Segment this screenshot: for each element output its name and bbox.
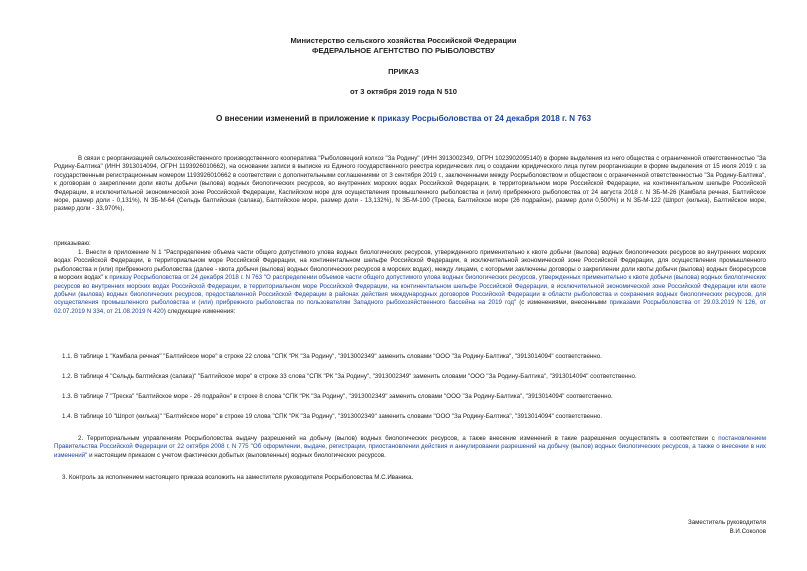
order-word: приказываю: [54, 240, 91, 247]
subitem-1-2: 1.2. В таблице 4 "Сельдь балтийская (салака)" "Балтийское море" в строке 33 слова "СПК "РК "За Родину", "3913002349" заменить словами "ООО "За Родину-Балтика", "3913014094" соответственно. [62, 373, 637, 380]
item-1-text-c: ) следующие изменения: [163, 307, 236, 315]
agency-name: ФЕДЕРАЛЬНОЕ АГЕНТСТВО ПО РЫБОЛОВСТВУ [312, 46, 495, 55]
subitem-1-4: 1.4. В таблице 10 "Шпрот (килька)" "Балтийское море" в строке 19 слова "СПК "РК "За Родину", "3913002349" заменить словами "ООО "За Родину-Балтика", "3913014094" соответственно. [62, 413, 603, 420]
title-text: О внесении изменений в приложение к [215, 114, 378, 123]
item-1-text-b: (с изменениями, внесенными [516, 299, 610, 307]
item-2-link-decree[interactable]: постановлением Правительства Российской Федерации от 22 октября 2008 г. N 775 "Об оформлении, выдаче, регистрации, приостановлении действия и аннулировании разрешений на добычу (вылов) водных биологических ресурсов, а также о внесении в них изменений" [54, 435, 766, 459]
item-2-text-a: 2. Территориальным управлениям Росрыболовства выдачу разрешений на добычу (вылов) водных биологических ресурсов, а также внесение изменений в такие разрешения осуществлять в соответствии с [78, 435, 719, 442]
doc-type: ПРИКАЗ [388, 67, 419, 76]
item-1-link-amendments[interactable]: приказами Росрыболовства от 29.03.2019 N 126, от 02.07.2019 N 334, от 21.08.2019 N 420 [54, 299, 766, 315]
item-1 [54, 249, 766, 316]
subitem-1-3: 1.3. В таблице 7 "Треска" "Балтийское море - 26 подрайон" в строке 8 слова "СПК "РК "За Родину", "3913002349" заменить словами "ООО "За Родину-Балтика", "3913014094" соответственно. [62, 393, 613, 400]
title-link[interactable]: приказу Росрыболовства от 24 декабря 2018 г. N 763 [377, 114, 592, 123]
preamble: В связи с реорганизацией сельскохозяйственного производственного кооператива "Рыболовецкий колхоз "За Родину" (ИНН 3913002349, ОГРН 1023902095140) в форме выделения из него общества с ограниченной ответственностью "За Родину-Балтика" (ИНН 3913014094, ОГРН 1193926010662), на основании записи в выписке из Единого государственного реестра юридических лиц о создании юридического лица путем реорганизации в форме выделения от 15 июля 2019 г. за государственным регистрационным номером 1193926010662 в соответствии с дополнительными соглашениями от 3 сентября 2019 г., заключенными между Росрыболовством и обществом с ограниченной ответственностью "За Родину-Балтика", к договорам о закреплении доли квоты добычи (вылова) водных биологических ресурсов, во внутренних морских водах Российской Федерации, в территориальном море Российской Федерации, на континентальном шельфе Российской Федерации, в исключительной экономической зоне Российской Федерации, Каспийском море для осуществления промышленного рыболовства и (или) прибрежного рыболовства от 24 августа 2018 г. N ЗБ-М-26 (Камбала речная, Балтийское море, размер доли - 0,131%), N ЗБ-М-64 (Сельдь балтийская (салака), Балтийское море, размер доли - 13,132%), N ЗБ-М-100 (Треска, Балтийское море (26 подрайон), размер доли 0,500%) и N ЗБ-М-122 (Шпрот (килька), Балтийское море, размер доли - 33,970%), [54, 155, 766, 213]
doc-date-number: от 3 октября 2019 года N 510 [350, 87, 457, 96]
signature-position: Заместитель руководителя [687, 519, 766, 526]
item-1-text-a: 1. Внести в приложение N 1 "Распределение объема части общего допустимого улова водных биологических ресурсов, утвержденного применительно к квоте добычи (вылова) водных биологических ресурсов во внутренних морских водах Российской Федерации, в территориальном море Российской Федерации, на континентальном шельфе Российской Федерации, в исключительной экономической зоне Российской Федерации, для осуществления промышленного рыболовства и (или) прибрежного рыболовства (далее - квота добычи (вылова) водных биологических ресурсов в морских водах), между лицами, с которыми заключены договоры о закреплении доли квоты добычи (вылова) водных биоресурсов в морских водах" к [54, 249, 766, 282]
item-1-link-order[interactable]: приказу Росрыболовства от 24 декабря 2018 г. N 763 "О распределении объемов части общего допустимого улова водных биологических ресурсов, утвержденных применительно к квоте добычи (вылова) водных биологических ресурсов во внутренних морских водах Российской Федерации, в территориальном море Российской Федерации, на континентальном шельфе Российской Федерации, в исключительной экономической зоне Российской Федерации или квоте добычи (вылова) водных биологических ресурсов, предоставленной Российской Федерации в районах действия международных договоров Российской Федерации в области рыболовства и сохранения водных биологических ресурсов, для осуществления промышленного рыболовства и (или) прибрежного рыболовства по пользователям Западного рыбохозяйственного бассейна на 2019 год" [54, 274, 766, 307]
subitem-1-1: 1.1. В таблице 1 "Камбала речная" "Балтийское море" в строке 22 слова "СПК "РК "За Родину", "3913002349" заменить словами "ООО "За Родину-Балтика", "3913014094" соответственно. [62, 353, 602, 360]
item-3: 3. Контроль за исполнением настоящего приказа возложить на заместителя руководителя Росрыболовства М.С.Иваника. [62, 474, 414, 481]
item-2-text-b: и настоящим приказом с учетом фактически добытых (выловленных) водных биологических ресурсов. [87, 451, 386, 459]
doc-title [0, 115, 807, 123]
ministry-name: Министерство сельского хозяйства Российской Федерации [290, 36, 517, 45]
signature-name: В.И.Соколов [729, 528, 766, 535]
item-2 [54, 435, 766, 460]
